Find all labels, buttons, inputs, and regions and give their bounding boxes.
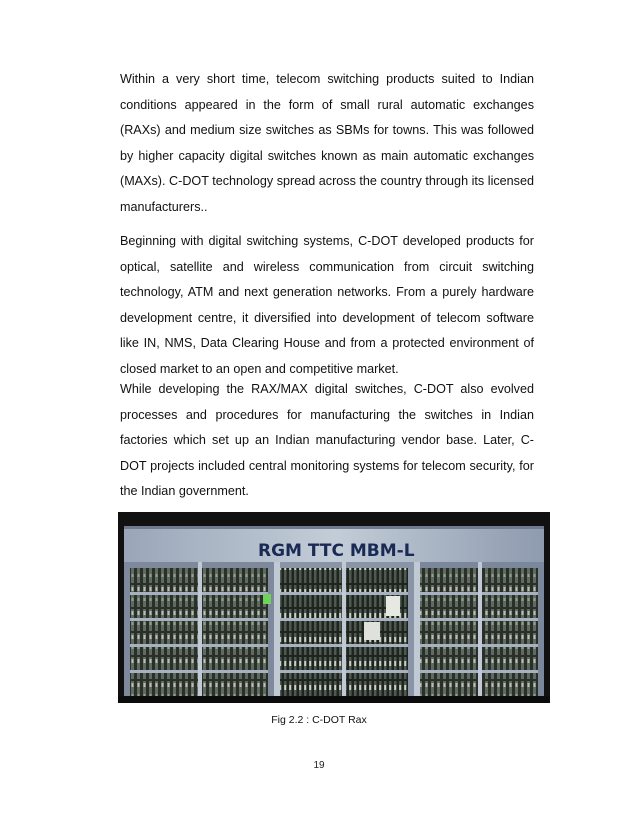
page-number: 19	[313, 760, 325, 771]
svg-text:RGM TTC MBM-L: RGM TTC MBM-L	[258, 541, 415, 561]
paragraph-1: Within a very short time, telecom switching products suited to Indian conditions appeared in the form of small rural automatic exchanges (RAXs) and medium size switches as SBMs for towns. This was followed by higher capacity digital switches known as main automatic exchanges (MAXs). C-DOT technology spread across the country through its licensed manufacturers..	[120, 72, 534, 214]
paragraph-2: Beginning with digital switching systems, C-DOT developed products for optical, satellite and wireless communication from circuit switching technology, ATM and next generation networks. From a purely hardware development centre, it diversified into development of telecom software like IN, NMS, Data Clearing House and from a protected environment of closed market to an open and competitive market.	[120, 234, 534, 376]
paragraph-3: While developing the RAX/MAX digital switches, C-DOT also evolved processes and procedures for manufacturing the switches in Indian factories which set up an Indian manufacturing vendor base. Later, C-DOT projects included central monitoring systems for telecom security, for the Indian government.	[120, 382, 534, 498]
rax-equipment-photo	[118, 512, 550, 703]
figure-caption: Fig 2.2 : C-DOT Rax	[271, 714, 367, 726]
brand-label	[258, 541, 415, 561]
